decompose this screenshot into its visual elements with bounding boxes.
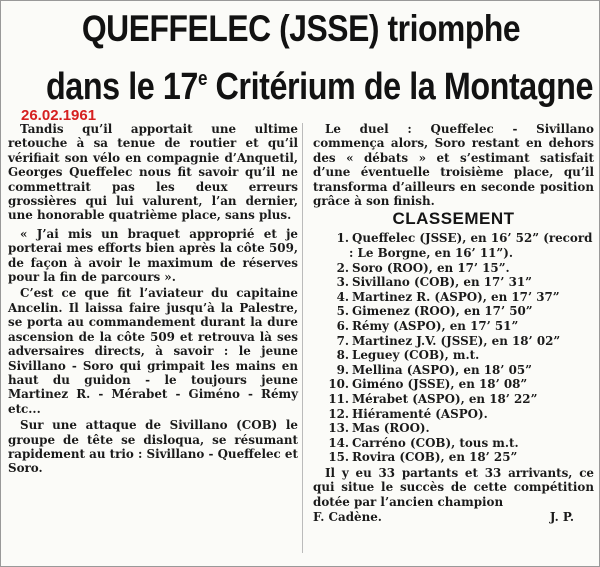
paragraph: Le duel : Queffelec - Sivillano commença alors, Soro restant en dehors des « débats » et s’estimant satisfait d’une éventuelle troisième place, qu’il transforma d’ailleurs en seconde position grâce à son finish. — [313, 122, 594, 209]
result-rank: 15. — [328, 450, 349, 465]
result-text: Gimenez (ROO), en 17’ 50” — [352, 304, 533, 319]
result-rank: 8. — [336, 348, 349, 363]
result-text: Carréno (COB), tous m.t. — [352, 435, 519, 450]
result-row — [327, 407, 594, 422]
headline-line-2-suffix: Critérium de la Montagne — [206, 66, 593, 108]
right-column — [313, 122, 594, 525]
headline-line-1: QUEFFELEC (JSSE) triomphe — [81, 8, 521, 49]
result-text: Sivillano (COB), en 17’ 31” — [352, 275, 532, 290]
result-row — [327, 450, 594, 465]
classement-heading: CLASSEMENT — [392, 209, 515, 229]
result-text: Rémy (ASPO), en 17’ 51” — [352, 319, 519, 333]
result-rank: 10. — [328, 377, 349, 392]
result-text: Queffelec (JSSE), en 16’ 52” (record : Le Borgne, en 16’ 11”). — [349, 231, 593, 261]
result-row — [327, 231, 594, 260]
result-row — [327, 392, 594, 407]
result-text: Mérabet (ASPO), en 18’ 22” — [352, 391, 538, 406]
result-text: Rovira (COB), en 18’ 25” — [352, 450, 518, 465]
result-row — [327, 377, 594, 392]
result-row — [327, 436, 594, 451]
result-rank: 6. — [336, 319, 349, 333]
paragraph: Tandis qu’il apportait une ultime retouche à sa tenue de routier et qu’il vérifiait son vélo en compagnie d’Anquetil, Georges Queffelec nous fit savoir qu’il ne commettrait pas les deux erreurs grossières qui lui valurent, l’an dernier, une honorable quatrième place, sans plus. — [8, 122, 298, 223]
result-row — [327, 275, 594, 290]
result-rank: 11. — [328, 391, 349, 406]
result-rank: 3. — [336, 275, 349, 290]
paragraph: Sur une attaque de Sivillano (COB) le groupe de tête se disloqua, se résumant rapidement au trio : Sivillano - Queffelec et Soro. — [8, 418, 298, 476]
closing-name: F. Cadène. — [313, 510, 382, 525]
result-text: Giméno (JSSE), en 18’ 08” — [352, 377, 528, 392]
result-rank: 1. — [336, 231, 349, 246]
result-text: Mas (ROO). — [352, 421, 430, 436]
left-column — [8, 122, 298, 476]
result-rank: 5. — [336, 304, 349, 319]
result-rank: 9. — [336, 362, 349, 377]
result-row — [327, 334, 594, 349]
result-text: Hiéramenté (ASPO). — [352, 406, 488, 421]
paragraph: « J’ai mis un braquet approprié et je porterai mes efforts bien après la côte 509, de façon à avoir le maximum de réserves pour la fin de parcours ». — [8, 226, 298, 285]
result-text: Leguey (COB), m.t. — [352, 348, 480, 363]
result-row — [327, 348, 594, 363]
result-row — [327, 304, 594, 319]
result-row — [327, 421, 594, 436]
result-text: Soro (ROO), en 17’ 15”. — [352, 260, 510, 275]
result-rank: 7. — [336, 333, 349, 348]
result-rank: 13. — [328, 421, 349, 436]
author-initials: J. P. — [549, 510, 574, 525]
signature-line — [313, 510, 594, 524]
result-text: Martinez J.V. (JSSE), en 18’ 02” — [352, 333, 561, 348]
headline-line-2-prefix: dans le 17 — [46, 66, 198, 108]
result-rank: 2. — [336, 260, 349, 275]
headline-line-2 — [46, 56, 593, 110]
result-text: Mellina (ASPO), en 18’ 05” — [352, 362, 532, 377]
results-list — [313, 231, 594, 465]
result-text: Martinez R. (ASPO), en 17’ 37” — [352, 289, 560, 304]
paragraph: C’est ce que fit l’aviateur du capitaine Ancelin. Il laissa faire jusqu’à la Palestre, se porta au commandement durant la dure ascension de la côte 509 et retrouva là ses adversaires directs, à savoir : le jeune Sivillano - Soro qui grimpait les mains en haut du guidon - le toujours jeune Martinez R. - Mérabet - Giméno - Rémy etc... — [8, 286, 298, 416]
column-divider — [302, 123, 303, 553]
result-row — [327, 261, 594, 276]
result-rank: 12. — [328, 406, 349, 421]
result-row — [327, 319, 594, 334]
result-rank: 4. — [336, 289, 349, 304]
headline-ordinal-superscript: e — [197, 68, 207, 90]
result-row — [327, 363, 594, 378]
result-rank: 14. — [328, 435, 349, 450]
result-row — [327, 290, 594, 305]
publication-date: 26.02.1961 — [21, 107, 97, 124]
closing-paragraph: Il y eu 33 partants et 33 arrivants, ce qui situe le succès de cette compétition dotée par l’ancien champion — [313, 465, 594, 509]
